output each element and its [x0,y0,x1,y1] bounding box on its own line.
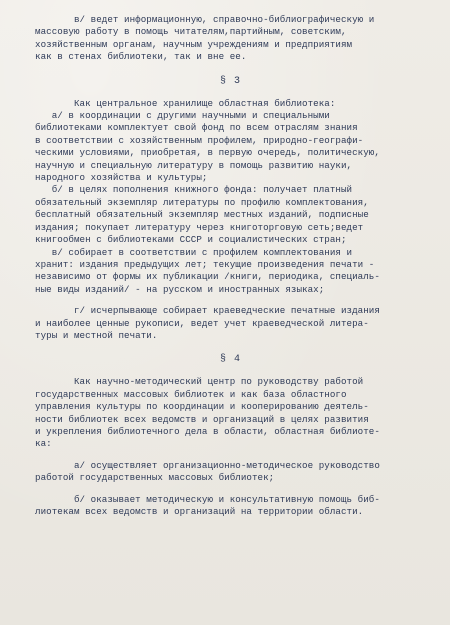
spacer [35,451,426,460]
section-3-item-b: б/ в целях пополнения книжного фонда: получает платный обязательный экземпляр литературы по профилю комплектования, бесплатный обязательный экземпляр местных изданий, подписные издания; покупает литературу через книготорговую сеть;ведет книгообмен с библиотеками СССР и социалистических стран; [35,184,369,246]
spacer [35,485,426,494]
section-3-intro: Как центральное хранилище областная библиотека: [35,97,336,109]
spacer [35,89,426,98]
section-4-item-b: б/ оказывает методическую и консультативную помощь биб- лиотекам всех ведомств и организаций на территории области. [35,493,380,517]
section-3-item-a: а/ в координации с другими научными и специальными библиотеками комплектует свой фонд по всем отраслям знания в соответствии с хозяйственным профилем, природно-географи- ческими условиями, приобретая, в первую очередь, политическую, научную и специальную литературу в помощь развитию науки, народного хозяйства и культуры; [35,110,380,184]
section-4-item-a: а/ осуществляет организационно-методическое руководство работой государственных массовых библиотек; [35,459,380,484]
section-4-title: § 4 [219,354,241,366]
paragraph-v-top: в/ ведет информационную, справочно-библиографическую и массовую работу в помощь читателям,партийным, советским, хозяйственным органам, научным учреждениям и предприятиям как в стенах библиотеки, так и вне ее. [35,14,375,63]
section-3-title: § 3 [219,75,241,87]
section-4-intro: Как научно-методический центр по руководству работой государственных массовых библиотек и как база областного управления культуры по координации и кооперированию деятель- ности библиотек всех ведомств и организаций в целях развития и укрепления библиотечного дела в области, областная библиоте- ка: [35,376,380,450]
spacer [35,64,426,75]
section-3-item-g: г/ исчерпывающе собирает краеведческие печатные издания и наиболее ценные рукописи, ведет учет краеведческой литера- туры и местной печати. [35,305,380,341]
spacer [35,367,426,376]
spacer [35,342,426,353]
section-3-item-v: в/ собирает в соответствии с профилем комплектования и хранит: издания предыдущих лет; текущие произведения печати - независимо от формы их публикации /книги, периодика, специаль- ные виды изданий/ - на русском и иностранных языках; [35,246,380,295]
spacer [35,296,426,305]
